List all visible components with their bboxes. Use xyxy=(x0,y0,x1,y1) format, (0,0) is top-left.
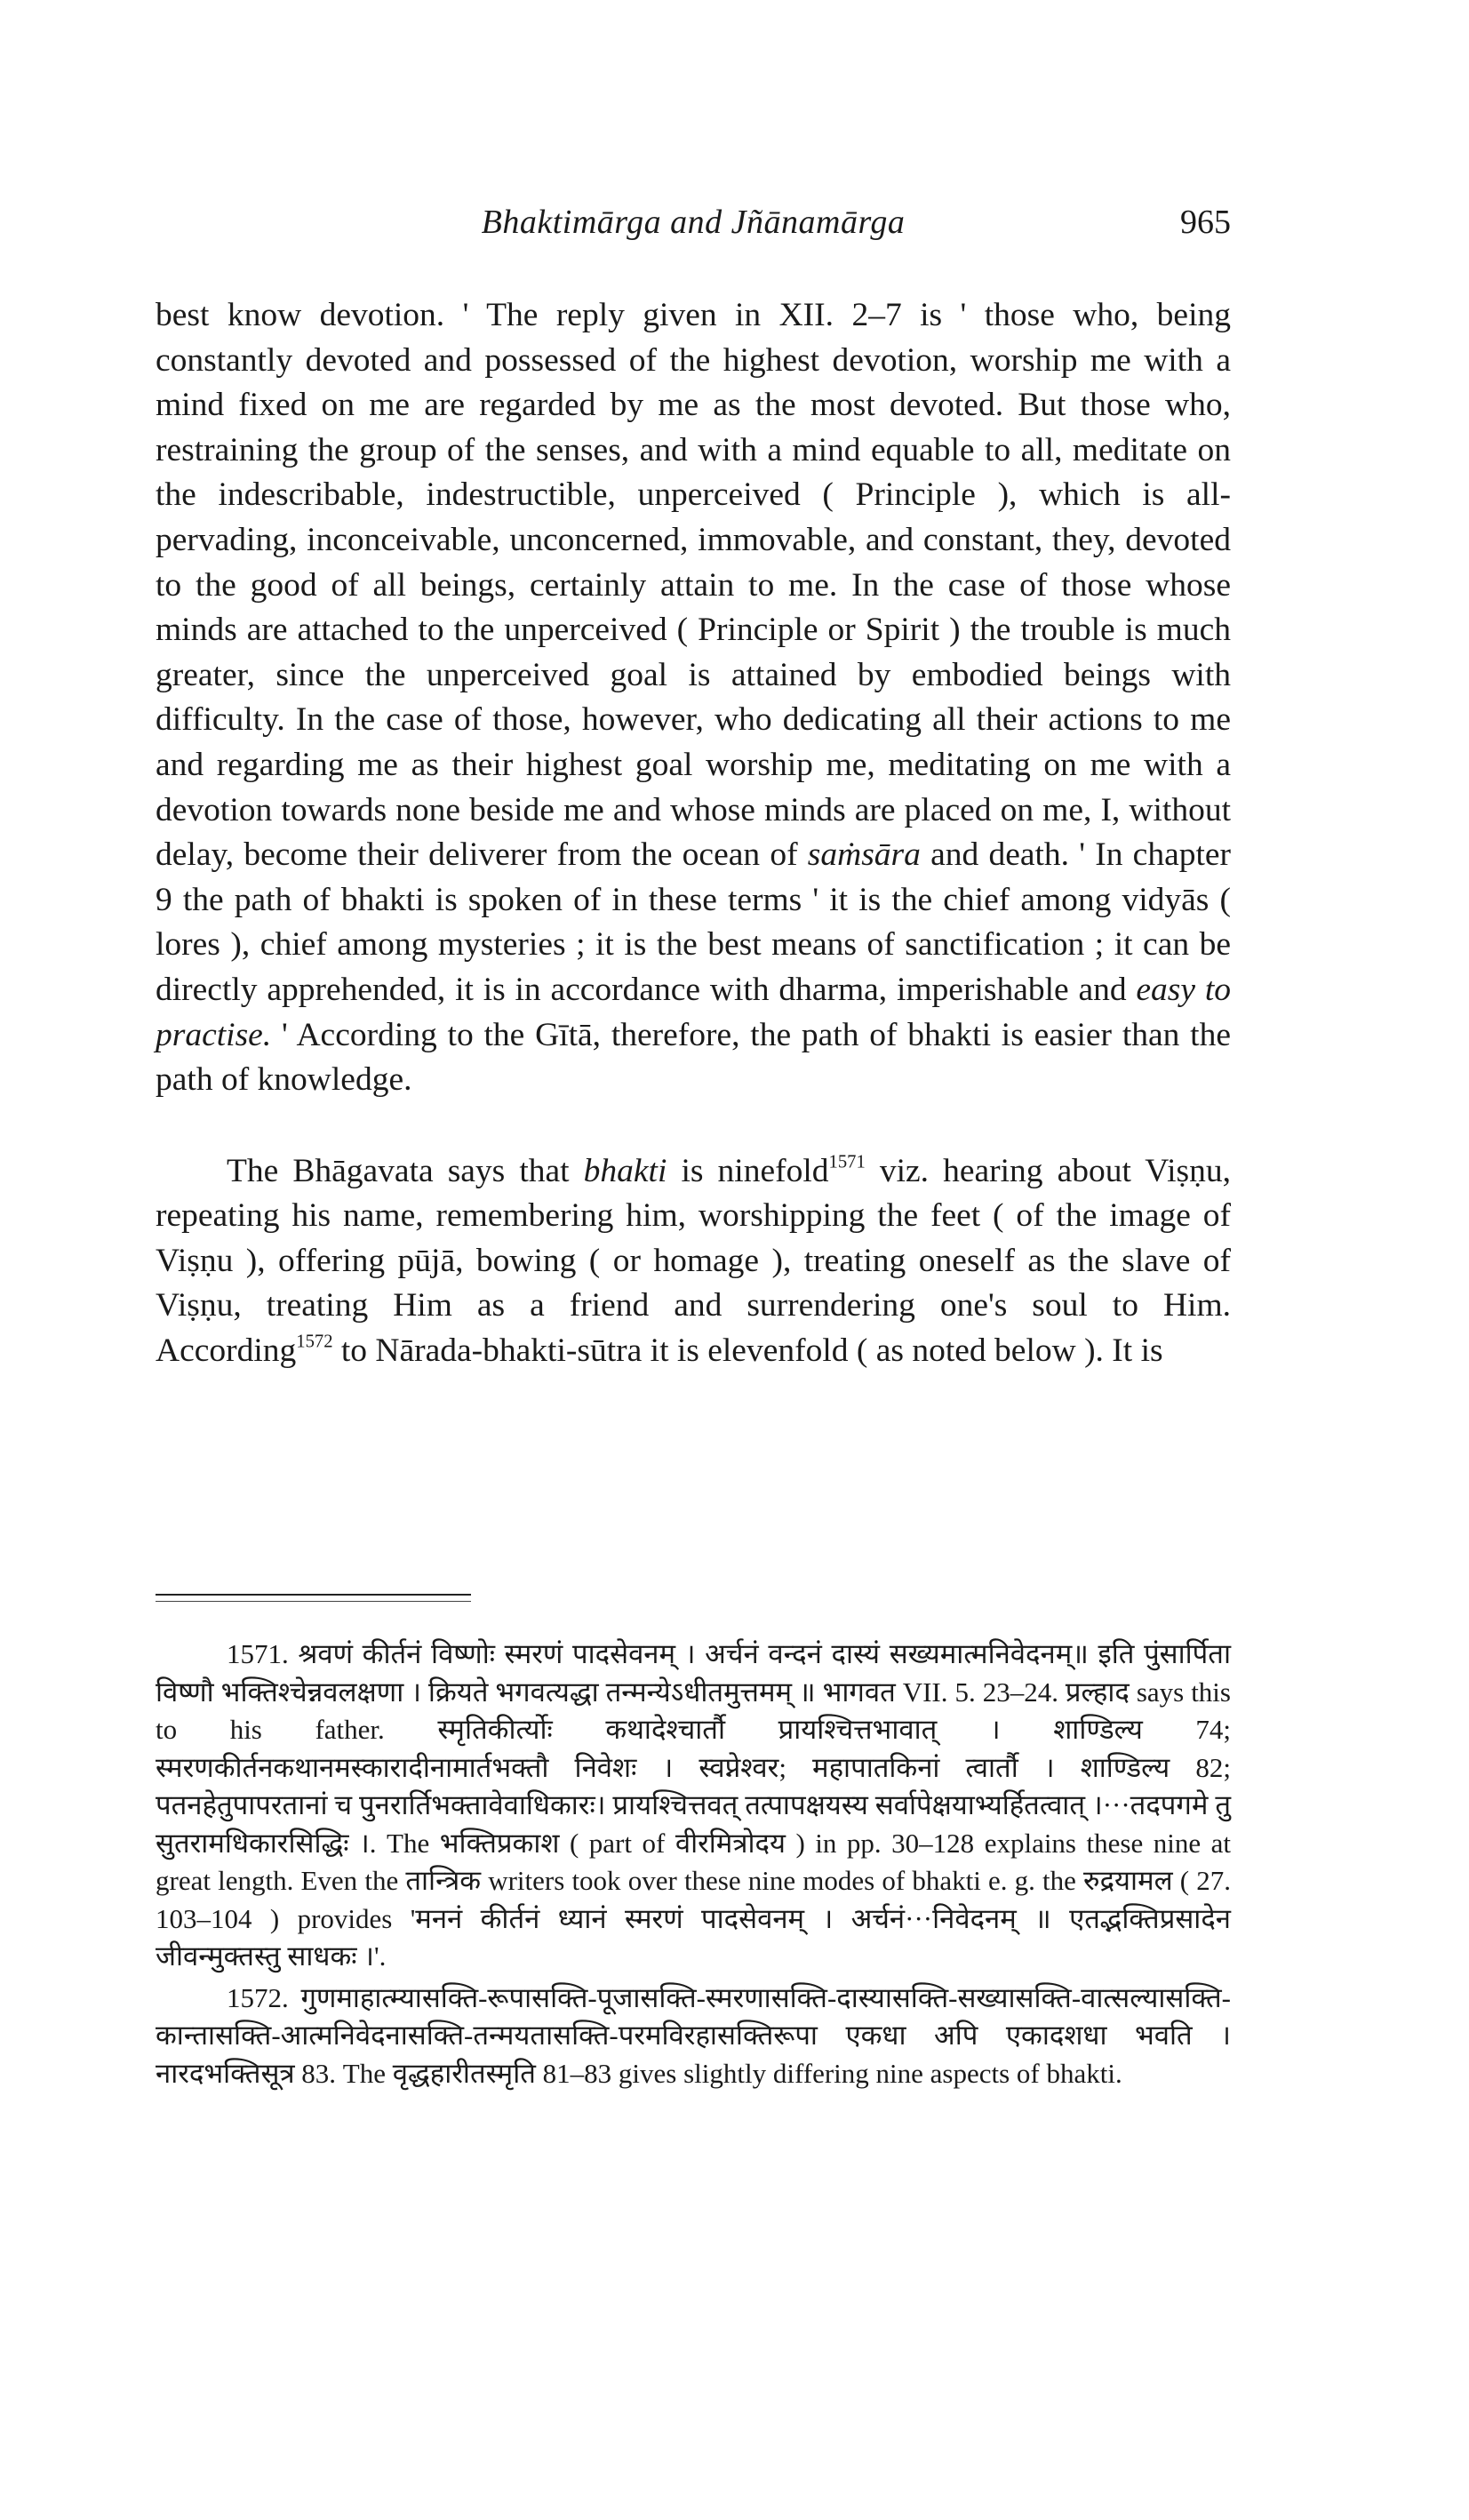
paragraph-2-text-a: The Bhāgavata says that xyxy=(227,1152,570,1189)
paragraph-1-text-b: and death. ' In chapter 9 the path of bhakti is spoken of in these terms ' it is the chief among vidyās ( lores ), chief among mysteries ; it is the best means of sanctification ; it can be directly apprehended, it is in accordance with dharma, imperishable and xyxy=(156,836,1232,1008)
footnotes xyxy=(156,1636,1231,2092)
term-bhakti: bhakti xyxy=(583,1152,667,1189)
paragraph-1 xyxy=(156,293,1231,1103)
footnote-1572: 1572. गुणमाहात्म्यासक्ति-रूपासक्ति-पूजासक्ति-स्मरणासक्ति-दास्यासक्ति-सख्यासक्ति-वात्सल्यासक्ति-कान्तासक्ति-आत्मनिवेदनासक्ति-तन्मयतासक्ति-परमविरहासक्तिरूपा एकधा अपि एकादशधा भवति । नारदभक्तिसूत्र 83. The वृद्धहारीतस्मृति 81–83 gives slightly differing nine aspects of bhakti. xyxy=(156,1981,1231,2089)
phrase-easy-to-practise: easy to practise. xyxy=(156,971,1231,1053)
running-head xyxy=(156,203,1231,252)
body-text xyxy=(156,293,1231,1374)
footnote-ref-1572[interactable]: 1572 xyxy=(296,1332,333,1352)
footnote-1571: 1571. श्रवणं कीर्तनं विष्णोः स्मरणं पादसेवनम् । अर्चनं वन्दनं दास्यं सख्यमात्मनिवेदनम्॥ इति पुंसार्पिता विष्णौ भक्तिश्चेन्नवलक्षणा । क्रियते भगवत्यद्धा तन्मन्येऽधीतमुत्तमम् ॥ भागवत VII. 5. 23–24. प्रल्हाद says this to his father. स्मृतिकीर्त्योः कथादेश्चार्तौ प्रायश्चित्तभावात् । शाण्डिल्य 74; स्मरणकीर्तनकथानमस्कारादीनामार्तभक्तौ निवेशः । स्वप्नेश्वर; महापातकिनां त्वार्तौ । शाण्डिल्य 82; पतनहेतुपापरतानां च पुनरार्तिभक्तावेवाधिकारः। प्रायश्चित्तवत् तत्पापक्षयस्य सर्वापेक्षयाभ्यर्हितत्वात् ।···तदपगमे तु सुतरामधिकारसिद्धिः ।. The भक्तिप्रकाश ( part of वीरमित्रोदय ) in pp. 30–128 explains these nine at great length. Even the तान्त्रिक writers took over these nine modes of bhakti e. g. the रुद्रयामल ( 27. 103–104 ) provides 'मननं कीर्तनं ध्यानं स्मरणं पादसेवनम् । अर्चनं···निवेदनम् ॥ एतद्भक्तिप्रसादेन जीवन्मुक्तस्तु साधकः ।'. xyxy=(156,1638,1231,1972)
footnote-divider xyxy=(156,1594,471,1596)
footnote-ref-1571[interactable]: 1571 xyxy=(828,1152,866,1172)
running-title: Bhaktimārga and Jñānamārga xyxy=(481,204,906,241)
paragraph-2-text-b: is ninefold xyxy=(681,1152,829,1189)
paragraph-1-text-c: ' According to the Gītā, therefore, the path of bhakti is easier than the path of knowledge. xyxy=(156,1016,1231,1099)
paragraph-1-text-a: best know devotion. ' The reply given in XII. 2–7 is ' those who, being constantly devoted and possessed of the highest devotion, worship me with a mind fixed on me are regarded by me as the most devoted. But those who, restraining the group of the senses, and with a mind equable to all, meditate on the indescribable, indestructible, unperceived ( Principle ), which is all-pervading, inconceivable, unconcerned, immovable, and constant, they, devoted to the good of all beings, certainly attain to me. In the case of those whose minds are attached to the unperceived ( Principle or Spirit ) the trouble is much greater, since the unperceived goal is attained by embodied beings with difficulty. In the case of those, however, who dedicating all their actions to me and regarding me as their highest goal worship me, meditating on me with a devotion towards none beside me and whose minds are placed on me, I, without delay, become their deliverer from the ocean of xyxy=(156,297,1231,874)
term-samsara: saṁsāra xyxy=(807,836,921,874)
paragraph-2-text-d: to Nārada-bhakti-sūtra it is elevenfold ( as noted below ). It is xyxy=(340,1332,1163,1370)
page-number: 965 xyxy=(1180,204,1231,241)
paragraph-2 xyxy=(156,1149,1231,1374)
paragraph-2-text-c: viz. hearing about Viṣṇu, repeating his name, remembering him, worshipping the feet ( of the image of Viṣṇu ), offering pūjā, bowing ( or homage ), treating oneself as the slave of Viṣṇu, treating Him as a friend and surrendering one's soul to Him. According xyxy=(156,1152,1232,1370)
footnote-divider-thin xyxy=(156,1601,471,1602)
